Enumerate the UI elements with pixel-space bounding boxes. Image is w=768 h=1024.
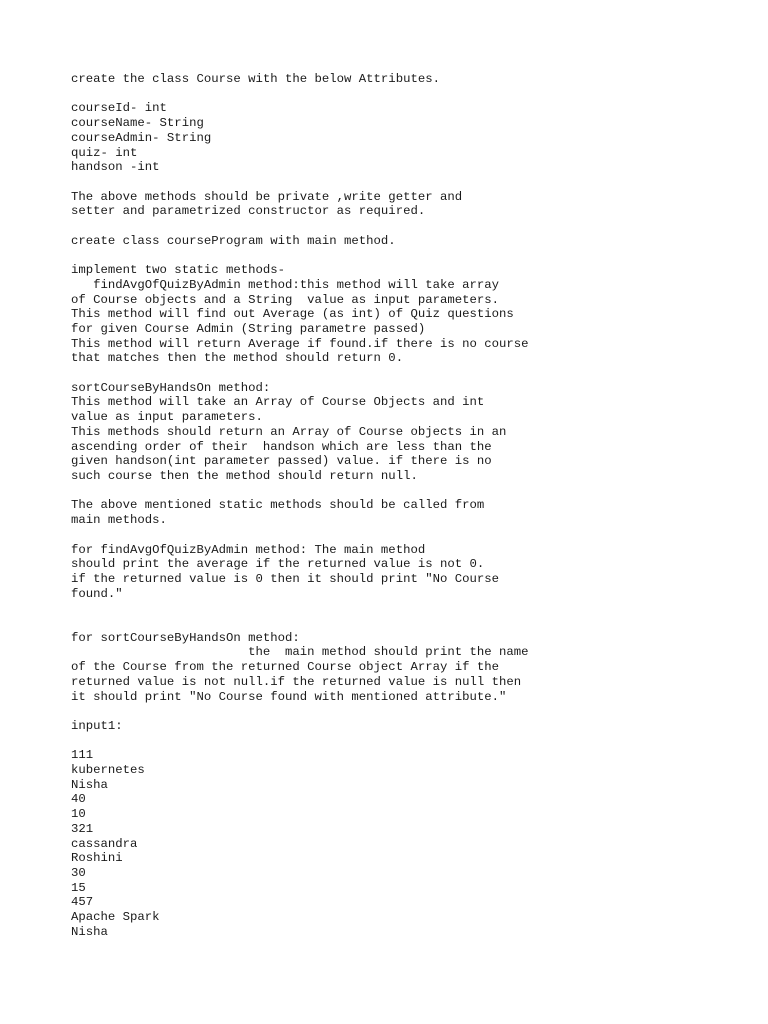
document-body-text: create the class Course with the below Attributes. courseId- int courseName- String courseAdmin- String quiz- int handson -int The above methods should be private ,write getter and setter and parametrized constructor as required. create class courseProgram with main method. implement two static methods- findAvgOfQuizByAdmin method:this method will take array of Course objects and a String value as input parameters. This method will find out Average (as int) of Quiz questions for given Course Admin (String parametre passed) This method will return Average if found.if there is no course that matches then the method should return 0. sortCourseByHandsOn method: This method will take an Array of Course Objects and int value as input parameters. This methods should return an Array of Course objects in an ascending order of their handson which are less than the given handson(int parameter passed) value. if there is no such course then the method should return null. The above mentioned static methods should be called from main methods. for findAvgOfQuizByAdmin method: The main method should print the average if the returned value is not 0. if the returned value is 0 then it should print "No Course found." for sortCourseByHandsOn method: the main method should print the name of the Course from the returned Course object Array if the returned value is not null.if the returned value is null then it should print "No Course found with mentioned attribute." input1: 111 kubernetes Nisha 40 10 321 cassandra Roshini 30 15 457 Apache Spark Nisha <box>71 72 529 939</box>
